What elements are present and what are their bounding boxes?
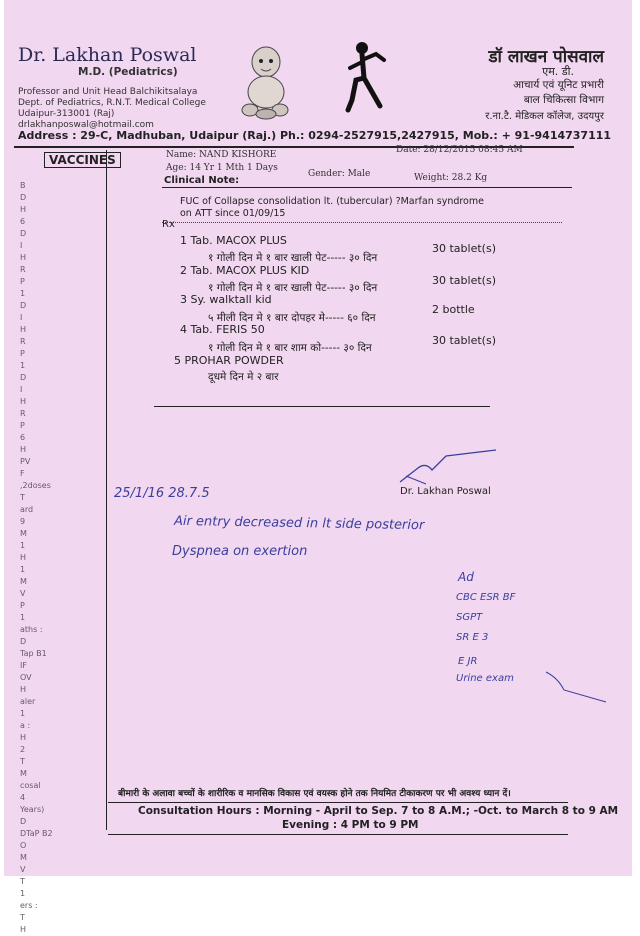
- sidebar-line: H: [20, 253, 27, 262]
- sidebar-line: 1: [20, 613, 26, 622]
- sidebar-line: D: [20, 301, 27, 310]
- patient-gender: Gender: Male: [308, 169, 371, 179]
- consultation-hours-line-2: Evening : 4 PM to 9 PM: [282, 819, 419, 831]
- sidebar-line: P: [20, 421, 25, 430]
- patient-weight: Weight: 28.2 Kg: [414, 173, 488, 183]
- clinical-note-line1: FUC of Collapse consolidation lt. (tubercular) ?Marfan syndrome: [180, 196, 484, 207]
- sidebar-divider: [106, 150, 107, 830]
- handwritten-list-4: SR E 3: [456, 632, 489, 643]
- sidebar-line: D: [20, 193, 27, 202]
- sidebar-line: 9: [20, 517, 26, 526]
- sidebar-line: T: [20, 877, 25, 886]
- clinical-note-label: Clinical Note:: [164, 175, 240, 186]
- rx-item-2-dose: १ गोली दिन मे १ बार खाली पेट----- ३० दिन: [208, 282, 378, 294]
- email: drlakhanposwal@hotmail.com: [18, 120, 154, 130]
- signature-name: Dr. Lakhan Poswal: [400, 486, 491, 497]
- consultation-hours-line-1: Consultation Hours : Morning - April to Sep. 7 to 8 A.M.; -Oct. to March 8 to 9 AM: [138, 805, 619, 817]
- prescription-sheet: [4, 0, 632, 934]
- sidebar-line: Tap B1: [20, 649, 47, 658]
- sidebar-line: ers :: [20, 901, 38, 910]
- doctor-name-hi: डॉ लाखन पोसवाल: [488, 47, 604, 67]
- sidebar-line: P: [20, 349, 25, 358]
- rx-item-1-dose: १ गोली दिन मे १ बार खाली पेट----- ३० दिन: [208, 252, 378, 264]
- sidebar-line: V: [20, 589, 26, 598]
- position-en: Professor and Unit Head Balchikitsalaya: [18, 87, 198, 97]
- sidebar-line: DTaP B2: [20, 829, 53, 838]
- sidebar-line: M: [20, 529, 27, 538]
- rx-item-3-dose: ५ मीली दिन मे १ बार दोपहर मे----- ६० दिन: [208, 312, 376, 324]
- sidebar-line: aler: [20, 697, 36, 706]
- sidebar-line: 1: [20, 565, 26, 574]
- handwritten-line-1: Air entry decreased in lt side posterior: [173, 513, 425, 534]
- handwritten-date: 25/1/16 28.7.5: [114, 486, 210, 501]
- clinical-rule: [162, 187, 572, 188]
- sidebar-line: 1: [20, 709, 26, 718]
- clinical-note-line2: on ATT since 01/09/15: [180, 208, 286, 219]
- degree-en: M.D. (Pediatrics): [78, 66, 178, 78]
- rx-bottom-rule: [154, 406, 490, 407]
- patient-date: Date: 28/12/2015 08:45 AM: [396, 145, 523, 155]
- sidebar-line: R: [20, 265, 26, 274]
- footer-bottom-rule: [108, 834, 568, 835]
- sidebar-line: D: [20, 637, 27, 646]
- handwritten-list-1: Ad: [458, 570, 474, 584]
- sidebar-line: T: [20, 757, 25, 766]
- sidebar-line: H: [20, 553, 27, 562]
- sidebar-line: ard: [20, 505, 34, 514]
- sidebar-line: I: [20, 385, 23, 394]
- handwritten-list-2: CBC ESR BF: [456, 592, 516, 603]
- sidebar-line: I: [20, 313, 23, 322]
- sidebar-line: P: [20, 277, 25, 286]
- sidebar-line: V: [20, 865, 26, 874]
- rx-top-rule: [162, 222, 562, 223]
- handwritten-line-2: Dyspnea on exertion: [172, 544, 308, 559]
- sidebar-line: Years): [20, 805, 45, 814]
- handwritten-list-5: E JR: [458, 656, 478, 667]
- sidebar-line: 1: [20, 289, 26, 298]
- sidebar-line: H: [20, 925, 27, 934]
- sidebar-line: H: [20, 325, 27, 334]
- sidebar-line: R: [20, 409, 26, 418]
- rx-item-4-dose: १ गोली दिन मे १ बार शाम को----- ३० दिन: [208, 342, 372, 354]
- sidebar-line: cosal: [20, 781, 41, 790]
- dept-en: Dept. of Pediatrics, R.N.T. Medical College: [18, 98, 206, 108]
- sidebar-line: M: [20, 577, 27, 586]
- sidebar-line: OV: [20, 673, 32, 682]
- sidebar-line: T: [20, 913, 25, 922]
- handwritten-list-6: Urine exam: [456, 673, 514, 684]
- patient-age: Age: 14 Yr 1 Mth 1 Days: [166, 163, 278, 173]
- rx-item-1-name: 1 Tab. MACOX PLUS: [180, 234, 287, 247]
- sidebar-line: 4: [20, 793, 26, 802]
- baby-illustration: [236, 42, 296, 122]
- sidebar-line: 6: [20, 433, 26, 442]
- sidebar-line: H: [20, 733, 27, 742]
- sidebar-line: 1: [20, 361, 26, 370]
- rx-item-5-name: 5 PROHAR POWDER: [174, 354, 284, 367]
- sidebar-line: B: [20, 181, 26, 190]
- handwritten-arrow: [544, 668, 614, 708]
- sidebar-line: D: [20, 229, 27, 238]
- rx-item-2-name: 2 Tab. MACOX PLUS KID: [180, 264, 310, 277]
- sidebar-line: P: [20, 601, 25, 610]
- sidebar-line: 1: [20, 889, 26, 898]
- rx-label: Rx: [162, 219, 175, 230]
- sidebar-line: H: [20, 397, 27, 406]
- sidebar-line: H: [20, 445, 27, 454]
- sidebar-line: a :: [20, 721, 31, 730]
- sidebar-line: H: [20, 205, 27, 214]
- vaccines-heading: VACCINES: [44, 152, 121, 168]
- sidebar-line: T: [20, 493, 25, 502]
- sidebar-line: M: [20, 853, 27, 862]
- sidebar-faint-text: [20, 180, 100, 934]
- handwritten-list-3: SGPT: [456, 612, 483, 623]
- doctor-name-en: Dr. Lakhan Poswal: [18, 44, 197, 66]
- sidebar-line: 1: [20, 541, 26, 550]
- sidebar-line: I: [20, 241, 23, 250]
- footer-top-rule: [108, 802, 568, 803]
- sidebar-line: F: [20, 469, 25, 478]
- sidebar-line: R: [20, 337, 26, 346]
- sidebar-line: IF: [20, 661, 27, 670]
- sidebar-line: O: [20, 841, 27, 850]
- degree-hi: एम. डी.: [542, 65, 574, 78]
- sidebar-line: M: [20, 769, 27, 778]
- rx-item-5-dose: दूधमे दिन मे २ बार: [208, 371, 279, 383]
- sidebar-line: 2: [20, 745, 26, 754]
- address-line: Address : 29-C, Madhuban, Udaipur (Raj.) Ph.: 0294-2527915,2427915, Mob.: + 91-9414737111: [18, 129, 612, 142]
- sidebar-line: 6: [20, 217, 26, 226]
- rx-item-4-name: 4 Tab. FERIS 50: [180, 323, 265, 336]
- position-hi: आचार्य एवं यूनिट प्रभारी: [513, 79, 604, 91]
- sidebar-line: D: [20, 373, 27, 382]
- rx-item-4-qty: 30 tablet(s): [432, 334, 496, 347]
- sidebar-line: H: [20, 685, 27, 694]
- rx-item-3-name: 3 Sy. walktall kid: [180, 293, 272, 306]
- sidebar-line: D: [20, 817, 27, 826]
- sidebar-line: ,2doses: [20, 481, 51, 490]
- jumping-figure-illustration: [342, 40, 386, 112]
- rx-item-1-qty: 30 tablet(s): [432, 242, 496, 255]
- sidebar-line: PV: [20, 457, 31, 466]
- sidebar-line: aths :: [20, 625, 43, 634]
- dept-hi: बाल चिकित्सा विभाग: [523, 94, 604, 106]
- rx-item-3-qty: 2 bottle: [432, 303, 475, 316]
- patient-name: Name: NAND KISHORE: [166, 150, 277, 160]
- doctor-signature: [396, 446, 506, 486]
- rx-item-2-qty: 30 tablet(s): [432, 274, 496, 287]
- city-en: Udaipur-313001 (Raj): [18, 109, 115, 119]
- college-hi: र.ना.टै. मेडिकल कॉलेज, उदयपुर: [485, 111, 604, 122]
- footer-hindi-note: बीमारी के अलावा बच्चों के शारीरिक व मानसिक विकास एवं वयस्क होने तक नियमित टीकाकरण पर भी अवश्य ध्यान दें।: [118, 789, 511, 799]
